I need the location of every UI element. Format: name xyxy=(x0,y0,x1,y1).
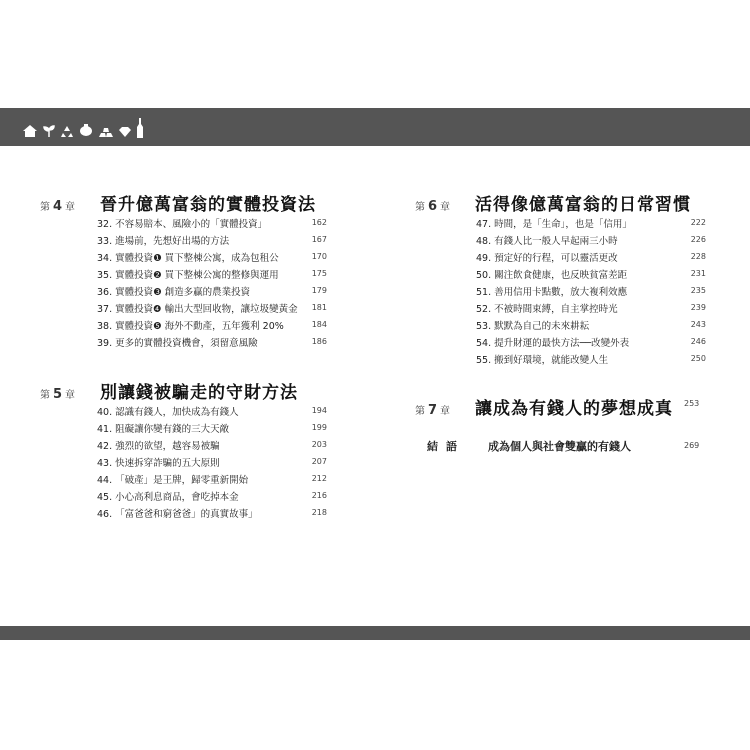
toc-entry-label: 43. 快速拆穿詐騙的五大原則 xyxy=(97,457,220,469)
sprout-icon xyxy=(42,123,56,142)
toc-entry-label: 36. 實體投資❸ 創造多贏的農業投資 xyxy=(97,286,251,298)
conclusion-page: 269 xyxy=(684,441,700,450)
toc-entry-label: 42. 強烈的欲望，越容易被騙 xyxy=(97,440,220,452)
toc-entry-page: 175 xyxy=(311,269,327,278)
conclusion-title: 成為個人與社會雙贏的有錢人 xyxy=(488,440,631,453)
toc-entry xyxy=(97,487,327,504)
toc-entry-label: 49. 預定好的行程，可以靈活更改 xyxy=(476,252,618,264)
toc-entry-page: 239 xyxy=(690,303,706,312)
chapter-7-page: 253 xyxy=(684,399,700,408)
toc-entry-label: 39. 更多的實體投資機會，須留意風險 xyxy=(97,337,258,349)
toc-entry xyxy=(476,316,706,333)
chapter-6-heading xyxy=(415,190,691,215)
chapter-title: 別讓錢被騙走的守財方法 xyxy=(100,383,298,403)
toc-entry xyxy=(476,333,706,350)
toc-entry-label: 32. 不容易賠本、風險小的「實體投資」 xyxy=(97,218,268,230)
toc-entry-page: 170 xyxy=(311,252,327,261)
chapter-number: 第 4 章 xyxy=(40,199,76,214)
toc-entry-page: 167 xyxy=(311,235,327,244)
chapter-5-items xyxy=(97,402,327,521)
toc-entry-page: 194 xyxy=(311,406,327,415)
chapter-5-heading xyxy=(40,378,298,403)
toc-entry xyxy=(97,299,327,316)
chapter-number: 第 6 章 xyxy=(415,199,451,214)
toc-entry-page: 226 xyxy=(690,235,706,244)
toc-entry-label: 35. 實體投資❷ 買下整棟公寓的整修與運用 xyxy=(97,269,279,281)
toc-entry xyxy=(476,214,706,231)
chapter-4-items xyxy=(97,214,327,350)
toc-entry-page: 243 xyxy=(690,320,706,329)
toc-entry-label: 50. 關注飲食健康，也反映貧富差距 xyxy=(476,269,628,281)
toc-entry-page: 250 xyxy=(690,354,706,363)
chapter-6-items xyxy=(476,214,706,367)
chapter-number: 第 7 章 xyxy=(415,403,451,418)
toc-entry xyxy=(97,453,327,470)
toc-entry xyxy=(97,282,327,299)
toc-entry-label: 34. 實體投資❶ 買下整棟公寓，成為包租公 xyxy=(97,252,279,264)
toc-entry xyxy=(476,282,706,299)
conclusion-label: 結語 xyxy=(427,440,465,453)
toc-entry-page: 228 xyxy=(690,252,706,261)
toc-entry-label: 47. 時間，是「生命」，也是「信用」 xyxy=(476,218,632,230)
toc-entry-label: 52. 不被時間束縛，自主掌控時光 xyxy=(476,303,618,315)
chapter-4-heading xyxy=(40,190,316,215)
toc-entry xyxy=(476,231,706,248)
chapter-7-heading xyxy=(415,394,673,419)
toc-entry xyxy=(97,504,327,521)
toc-entry-label: 44. 「破產」是王牌，歸零重新開始 xyxy=(97,474,249,486)
toc-entry-label: 53. 默默為自己的未來耕耘 xyxy=(476,320,590,332)
toc-entry xyxy=(97,214,327,231)
toc-entry-label: 46. 「富爸爸和窮爸爸」的真實故事」 xyxy=(97,508,258,520)
toc-entry xyxy=(476,248,706,265)
toc-entry-page: 162 xyxy=(311,218,327,227)
toc-entry-page: 218 xyxy=(311,508,327,517)
toc-entry xyxy=(476,299,706,316)
toc-entry-label: 54. 提升財運的最快方法──改變外表 xyxy=(476,337,630,349)
chapter-title: 晉升億萬富翁的實體投資法 xyxy=(100,195,316,215)
toc-entry-page: 222 xyxy=(690,218,706,227)
footer-band xyxy=(0,626,750,640)
bottle-icon xyxy=(136,118,144,142)
toc-entry-page: 179 xyxy=(311,286,327,295)
toc-entry-label: 55. 搬到好環境，就能改變人生 xyxy=(476,354,609,366)
toc-entry-label: 37. 實體投資❹ 輸出大型回收物，讓垃圾變黃金 xyxy=(97,303,298,315)
toc-entry xyxy=(476,350,706,367)
conclusion-heading xyxy=(427,438,631,454)
toc-entry-page: 203 xyxy=(311,440,327,449)
toc-entry-page: 231 xyxy=(690,269,706,278)
toc-entry xyxy=(97,333,327,350)
recycle-icon xyxy=(60,123,74,142)
toc-entry-label: 48. 有錢人比一般人早起兩三小時 xyxy=(476,235,618,247)
toc-entry xyxy=(97,470,327,487)
toc-entry-label: 38. 實體投資❺ 海外不動產，五年獲利 20% xyxy=(97,320,284,332)
diamond-icon xyxy=(118,123,132,142)
toc-entry-page: 207 xyxy=(311,457,327,466)
toc-entry xyxy=(97,265,327,282)
chapter-number: 第 5 章 xyxy=(40,387,76,402)
gold-bars-icon xyxy=(98,123,114,142)
toc-entry-page: 212 xyxy=(311,474,327,483)
toc-entry xyxy=(97,436,327,453)
chapter-title: 讓成為有錢人的夢想成真 xyxy=(475,399,673,419)
toc-entry-page: 181 xyxy=(311,303,327,312)
toc-entry-label: 51. 善用信用卡點數，放大複利效應 xyxy=(476,286,628,298)
toc-entry xyxy=(97,231,327,248)
chapter-title: 活得像億萬富翁的日常習慣 xyxy=(475,195,691,215)
toc-entry-page: 199 xyxy=(311,423,327,432)
toc-entry-page: 186 xyxy=(311,337,327,346)
header-icon-row xyxy=(22,122,144,142)
toc-entry-label: 45. 小心高利息商品，會吃掉本金 xyxy=(97,491,239,503)
toc-entry-label: 40. 認識有錢人，加快成為有錢人 xyxy=(97,406,239,418)
toc-entry-page: 235 xyxy=(690,286,706,295)
piggy-bank-icon xyxy=(78,122,94,142)
toc-entry xyxy=(97,402,327,419)
toc-entry-page: 184 xyxy=(311,320,327,329)
toc-entry-label: 33. 進場前，先想好出場的方法 xyxy=(97,235,230,247)
toc-entry xyxy=(97,248,327,265)
toc-entry-label: 41. 阻礙讓你變有錢的三大天敵 xyxy=(97,423,230,435)
toc-entry xyxy=(97,419,327,436)
toc-entry xyxy=(97,316,327,333)
toc-entry-page: 246 xyxy=(690,337,706,346)
toc-entry-page: 216 xyxy=(311,491,327,500)
toc-entry xyxy=(476,265,706,282)
house-icon xyxy=(22,123,38,142)
